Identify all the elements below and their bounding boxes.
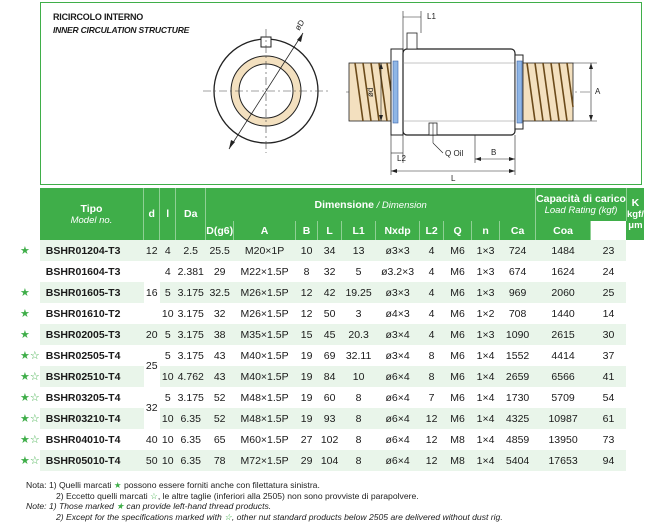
- cell-d: 65: [206, 429, 234, 450]
- cell-l2: 8: [420, 366, 444, 387]
- cell-l: 5: [160, 282, 176, 303]
- header-k-unit-2: μm: [628, 220, 643, 231]
- row-star-marker: [20, 261, 40, 282]
- cell-q: M6: [444, 282, 472, 303]
- cell-q: M8: [444, 450, 472, 471]
- cell-n: 1×4: [472, 345, 500, 366]
- cell-coa: 1484: [536, 240, 591, 261]
- row-star-marker: ★: [20, 282, 40, 303]
- cell-l2: 4: [420, 261, 444, 282]
- cell-d: 40: [144, 429, 160, 450]
- cell-model: BSHR01204-T3: [40, 240, 144, 261]
- cell-l: 45: [318, 324, 342, 345]
- cell-coa: 10987: [536, 408, 591, 429]
- cell-da: 3.175: [176, 345, 206, 366]
- cell-ca: 724: [500, 240, 536, 261]
- cell-l: 4: [160, 240, 176, 261]
- cell-n: 1×3: [472, 261, 500, 282]
- cell-ca: 4859: [500, 429, 536, 450]
- cell-k: 54: [591, 387, 627, 408]
- cell-model: BSHR04010-T4: [40, 429, 144, 450]
- cell-d: 32: [206, 303, 234, 324]
- cell-l: 42: [318, 282, 342, 303]
- header-load-rating: Load Rating (kgf): [544, 205, 618, 216]
- cell-l1: 8: [342, 450, 376, 471]
- cell-l1: 8: [342, 387, 376, 408]
- cell-d: 25: [144, 345, 160, 387]
- header-k: [626, 188, 643, 240]
- cell-l1: 13: [342, 240, 376, 261]
- cell-coa: 1440: [536, 303, 591, 324]
- cell-da: 3.175: [176, 282, 206, 303]
- cell-l2: 12: [420, 408, 444, 429]
- inner-circulation-drawing: [41, 3, 643, 186]
- table-row: [20, 387, 644, 408]
- cell-model: BSHR03205-T4: [40, 387, 144, 408]
- cell-a: M48×1.5P: [234, 408, 296, 429]
- table-row: [20, 450, 644, 471]
- cell-model: BSHR01610-T2: [40, 303, 144, 324]
- cell-coa: 17653: [536, 450, 591, 471]
- cell-d: 29: [206, 261, 234, 282]
- cell-k: 94: [591, 450, 627, 471]
- cell-model: BSHR02505-T4: [40, 345, 144, 366]
- cell-d: 16: [144, 261, 160, 324]
- cell-da: 6.35: [176, 408, 206, 429]
- header-sub-7: Q: [444, 221, 472, 240]
- cell-k: 23: [591, 240, 627, 261]
- cell-da: 3.175: [176, 324, 206, 345]
- cell-l2: 4: [420, 282, 444, 303]
- cell-da: 3.175: [176, 303, 206, 324]
- cell-n: 1×4: [472, 387, 500, 408]
- cell-d: 38: [206, 324, 234, 345]
- cell-model: BSHR01605-T3: [40, 282, 144, 303]
- cell-a: M35×1.5P: [234, 324, 296, 345]
- B-label: B: [491, 148, 497, 157]
- row-star-marker: ★: [20, 324, 40, 345]
- header-da: Da: [176, 188, 206, 240]
- row-star-marker: ★☆: [20, 366, 40, 387]
- cell-l: 4: [160, 261, 176, 282]
- note-it-1: [26, 480, 503, 491]
- cell-model: BSHR02005-T3: [40, 324, 144, 345]
- cell-n: 1×3: [472, 324, 500, 345]
- header-dimensione: [206, 188, 536, 221]
- note-en-2: [26, 512, 503, 523]
- header-sub-0: D(g6): [206, 221, 234, 240]
- cell-d: 32.5: [206, 282, 234, 303]
- outline-star-icon: ☆: [150, 490, 158, 501]
- cell-d: 43: [206, 345, 234, 366]
- cell-coa: 2615: [536, 324, 591, 345]
- cell-d: 32: [144, 387, 160, 429]
- cell-n: 1×4: [472, 429, 500, 450]
- cell-l: 60: [318, 387, 342, 408]
- cell-a: M20×1P: [234, 240, 296, 261]
- table-row: [20, 240, 644, 261]
- header-sub-8: n: [472, 221, 500, 240]
- cell-da: 6.35: [176, 450, 206, 471]
- side-view: [346, 11, 601, 183]
- header-l: l: [160, 188, 176, 240]
- cell-b: 27: [296, 429, 318, 450]
- cell-l: 10: [160, 429, 176, 450]
- table-row: [20, 324, 644, 345]
- cell-l1: 32.11: [342, 345, 376, 366]
- cell-l1: 10: [342, 366, 376, 387]
- cell-nxdp: ø6×4: [376, 429, 420, 450]
- row-star-marker: ★☆: [20, 429, 40, 450]
- header-dimension-sep: /: [374, 199, 382, 211]
- cell-l: 102: [318, 429, 342, 450]
- header-dimensione-label: Dimensione: [314, 198, 374, 211]
- cell-k: 24: [591, 261, 627, 282]
- note-en-1: [26, 501, 503, 512]
- cell-l: 32: [318, 261, 342, 282]
- cell-l: 69: [318, 345, 342, 366]
- cell-l: 5: [160, 345, 176, 366]
- cell-a: M60×1.5P: [234, 429, 296, 450]
- cell-l: 50: [318, 303, 342, 324]
- diagram-title: RICIRCOLO INTERNO: [53, 12, 144, 22]
- cell-n: 1×2: [472, 303, 500, 324]
- cell-a: M40×1.5P: [234, 345, 296, 366]
- cell-a: M40×1.5P: [234, 366, 296, 387]
- cell-nxdp: ø3×3: [376, 240, 420, 261]
- table-row: [20, 261, 644, 282]
- header-sub-6: L2: [420, 221, 444, 240]
- spec-table-body: [20, 240, 644, 471]
- L2-label: L2: [397, 154, 406, 163]
- end-view: [203, 18, 329, 153]
- row-star-marker: ★: [20, 240, 40, 261]
- L-label: L: [451, 174, 456, 183]
- header-sub-9: Ca: [500, 221, 536, 240]
- cell-b: 12: [296, 303, 318, 324]
- cell-ca: 969: [500, 282, 536, 303]
- table-row: [20, 345, 644, 366]
- spec-table: [20, 188, 644, 471]
- cell-q: M6: [444, 261, 472, 282]
- cell-d: 43: [206, 366, 234, 387]
- note-it-2-pre: 2) Eccetto quelli marcati: [56, 490, 151, 501]
- cell-model: BSHR01604-T3: [40, 261, 144, 282]
- table-row: [20, 408, 644, 429]
- note-en-1-pre: 1) Those marked: [48, 501, 117, 512]
- cell-k: 37: [591, 345, 627, 366]
- cell-l1: 8: [342, 429, 376, 450]
- cell-n: 1×4: [472, 450, 500, 471]
- cell-l2: 7: [420, 387, 444, 408]
- note-it-1-pre: 1) Quelli marcati: [48, 480, 114, 490]
- L1-label: L1: [427, 12, 436, 21]
- cell-nxdp: ø6×4: [376, 366, 420, 387]
- star-icon: ★: [113, 480, 122, 490]
- cell-nxdp: ø6×4: [376, 450, 420, 471]
- cell-nxdp: ø3×3: [376, 282, 420, 303]
- cell-da: 6.35: [176, 429, 206, 450]
- header-d: d: [144, 188, 160, 240]
- header-model-no: Model no.: [70, 214, 113, 226]
- notes: [26, 480, 503, 522]
- cell-nxdp: ø3×4: [376, 345, 420, 366]
- header-sub-2: B: [296, 221, 318, 240]
- cell-d: 52: [206, 387, 234, 408]
- cell-nxdp: ø6×4: [376, 408, 420, 429]
- cell-model: BSHR03210-T4: [40, 408, 144, 429]
- cell-ca: 1090: [500, 324, 536, 345]
- cell-q: M6: [444, 240, 472, 261]
- cell-q: M6: [444, 324, 472, 345]
- cell-l2: 12: [420, 429, 444, 450]
- cell-b: 19: [296, 345, 318, 366]
- header-capacita-label: Capacità di carico: [536, 193, 626, 205]
- cell-ca: 5404: [500, 450, 536, 471]
- cell-b: 19: [296, 408, 318, 429]
- header-capacita: [536, 188, 627, 221]
- cell-l1: 20.3: [342, 324, 376, 345]
- note-en-1-post: can provide left-hand thread products.: [124, 501, 272, 512]
- header-sub-4: L1: [342, 221, 376, 240]
- row-star-marker: ★: [20, 303, 40, 324]
- row-star-marker: ★☆: [20, 345, 40, 366]
- diagram-box: [40, 2, 642, 185]
- cell-l: 34: [318, 240, 342, 261]
- cell-a: M48×1.5P: [234, 387, 296, 408]
- header-k-unit: kgf/: [626, 209, 644, 220]
- cell-model: BSHR05010-T4: [40, 450, 144, 471]
- cell-d: 78: [206, 450, 234, 471]
- header-k-label: K: [631, 197, 640, 209]
- cell-d: 25.5: [206, 240, 234, 261]
- cell-da: 2.381: [176, 261, 206, 282]
- cell-q: M6: [444, 303, 472, 324]
- cell-nxdp: ø3×4: [376, 324, 420, 345]
- cell-b: 15: [296, 324, 318, 345]
- cell-model: BSHR02510-T4: [40, 366, 144, 387]
- cell-l: 10: [160, 408, 176, 429]
- cell-ca: 1730: [500, 387, 536, 408]
- cell-k: 30: [591, 324, 627, 345]
- cell-k: 61: [591, 408, 627, 429]
- cell-a: M26×1.5P: [234, 282, 296, 303]
- note-it-2: [26, 491, 503, 502]
- phi-d-label: ød: [366, 87, 375, 97]
- cell-ca: 4325: [500, 408, 536, 429]
- note-en-2-pre: 2) Except for the specifications marked with: [56, 511, 225, 522]
- cell-q: M6: [444, 366, 472, 387]
- cell-l: 104: [318, 450, 342, 471]
- cell-l: 5: [160, 387, 176, 408]
- cell-coa: 4414: [536, 345, 591, 366]
- cell-b: 29: [296, 450, 318, 471]
- cell-da: 4.762: [176, 366, 206, 387]
- cell-a: M22×1.5P: [234, 261, 296, 282]
- cell-n: 1×4: [472, 366, 500, 387]
- cell-b: 12: [296, 282, 318, 303]
- table-row: [20, 429, 644, 450]
- cell-l2: 4: [420, 303, 444, 324]
- note-en-2-post: , other nut standard products below 2505 are delivered without dust rig.: [231, 511, 503, 522]
- header-tipo: [40, 188, 144, 240]
- cell-n: 1×3: [472, 240, 500, 261]
- cell-q: M6: [444, 408, 472, 429]
- outline-star-icon: ☆: [224, 511, 232, 522]
- cell-b: 10: [296, 240, 318, 261]
- table-row: [20, 303, 644, 324]
- cell-coa: 1624: [536, 261, 591, 282]
- table-row: [20, 282, 644, 303]
- cell-l: 10: [160, 366, 176, 387]
- A-label: A: [595, 87, 601, 96]
- note-it-1-post: possono essere forniti anche con filettatura sinistra.: [121, 480, 320, 490]
- cell-l: 84: [318, 366, 342, 387]
- cell-b: 19: [296, 366, 318, 387]
- row-star-marker: ★☆: [20, 408, 40, 429]
- cell-l2: 12: [420, 450, 444, 471]
- cell-d: 20: [144, 324, 160, 345]
- cell-q: M6: [444, 345, 472, 366]
- cell-d: 50: [144, 450, 160, 471]
- q-oil-label: Q Oil: [445, 149, 464, 158]
- cell-coa: 13950: [536, 429, 591, 450]
- cell-b: 8: [296, 261, 318, 282]
- cell-l: 93: [318, 408, 342, 429]
- cell-l2: 4: [420, 240, 444, 261]
- cell-ca: 708: [500, 303, 536, 324]
- cell-l: 10: [160, 450, 176, 471]
- cell-l1: 5: [342, 261, 376, 282]
- cell-l2: 4: [420, 324, 444, 345]
- cell-nxdp: ø6×4: [376, 387, 420, 408]
- cell-k: 14: [591, 303, 627, 324]
- cell-coa: 5709: [536, 387, 591, 408]
- header-dimension-en: Dimension: [381, 199, 427, 211]
- cell-l1: 3: [342, 303, 376, 324]
- star-icon: ★: [116, 501, 125, 512]
- cell-l: 5: [160, 324, 176, 345]
- header-sub-10: Coa: [536, 221, 591, 240]
- cell-b: 19: [296, 387, 318, 408]
- cell-k: 41: [591, 366, 627, 387]
- header-spacer: [20, 188, 40, 240]
- cell-l1: 19.25: [342, 282, 376, 303]
- header-sub-5: Nxdp: [376, 221, 420, 240]
- header-sub-3: L: [318, 221, 342, 240]
- cell-l: 10: [160, 303, 176, 324]
- cell-ca: 674: [500, 261, 536, 282]
- row-star-marker: ★☆: [20, 387, 40, 408]
- cell-a: M72×1.5P: [234, 450, 296, 471]
- cell-l1: 8: [342, 408, 376, 429]
- cell-a: M26×1.5P: [234, 303, 296, 324]
- header-sub-1: A: [234, 221, 296, 240]
- table-row: [20, 366, 644, 387]
- cell-d: 52: [206, 408, 234, 429]
- cell-nxdp: ø3.2×3: [376, 261, 420, 282]
- phi-D-label: øD: [293, 18, 307, 33]
- cell-q: M6: [444, 387, 472, 408]
- header-tipo-label: Tipo: [80, 202, 103, 215]
- cell-d: 12: [144, 240, 160, 261]
- cell-coa: 6566: [536, 366, 591, 387]
- cell-coa: 2060: [536, 282, 591, 303]
- cell-k: 25: [591, 282, 627, 303]
- cell-n: 1×4: [472, 408, 500, 429]
- cell-l2: 8: [420, 345, 444, 366]
- cell-nxdp: ø4×3: [376, 303, 420, 324]
- cell-n: 1×3: [472, 282, 500, 303]
- cell-da: 2.5: [176, 240, 206, 261]
- cell-ca: 1552: [500, 345, 536, 366]
- cell-da: 3.175: [176, 387, 206, 408]
- cell-q: M8: [444, 429, 472, 450]
- note-en-label: Note:: [26, 501, 47, 512]
- cell-k: 73: [591, 429, 627, 450]
- note-it-2-post: , le altre taglie (inferiori alla 2505) non sono provviste di parapolvere.: [157, 490, 419, 501]
- cell-ca: 2659: [500, 366, 536, 387]
- note-it-label: Nota:: [26, 480, 47, 490]
- diagram-subtitle: INNER CIRCULATION STRUCTURE: [53, 25, 190, 35]
- row-star-marker: ★☆: [20, 450, 40, 471]
